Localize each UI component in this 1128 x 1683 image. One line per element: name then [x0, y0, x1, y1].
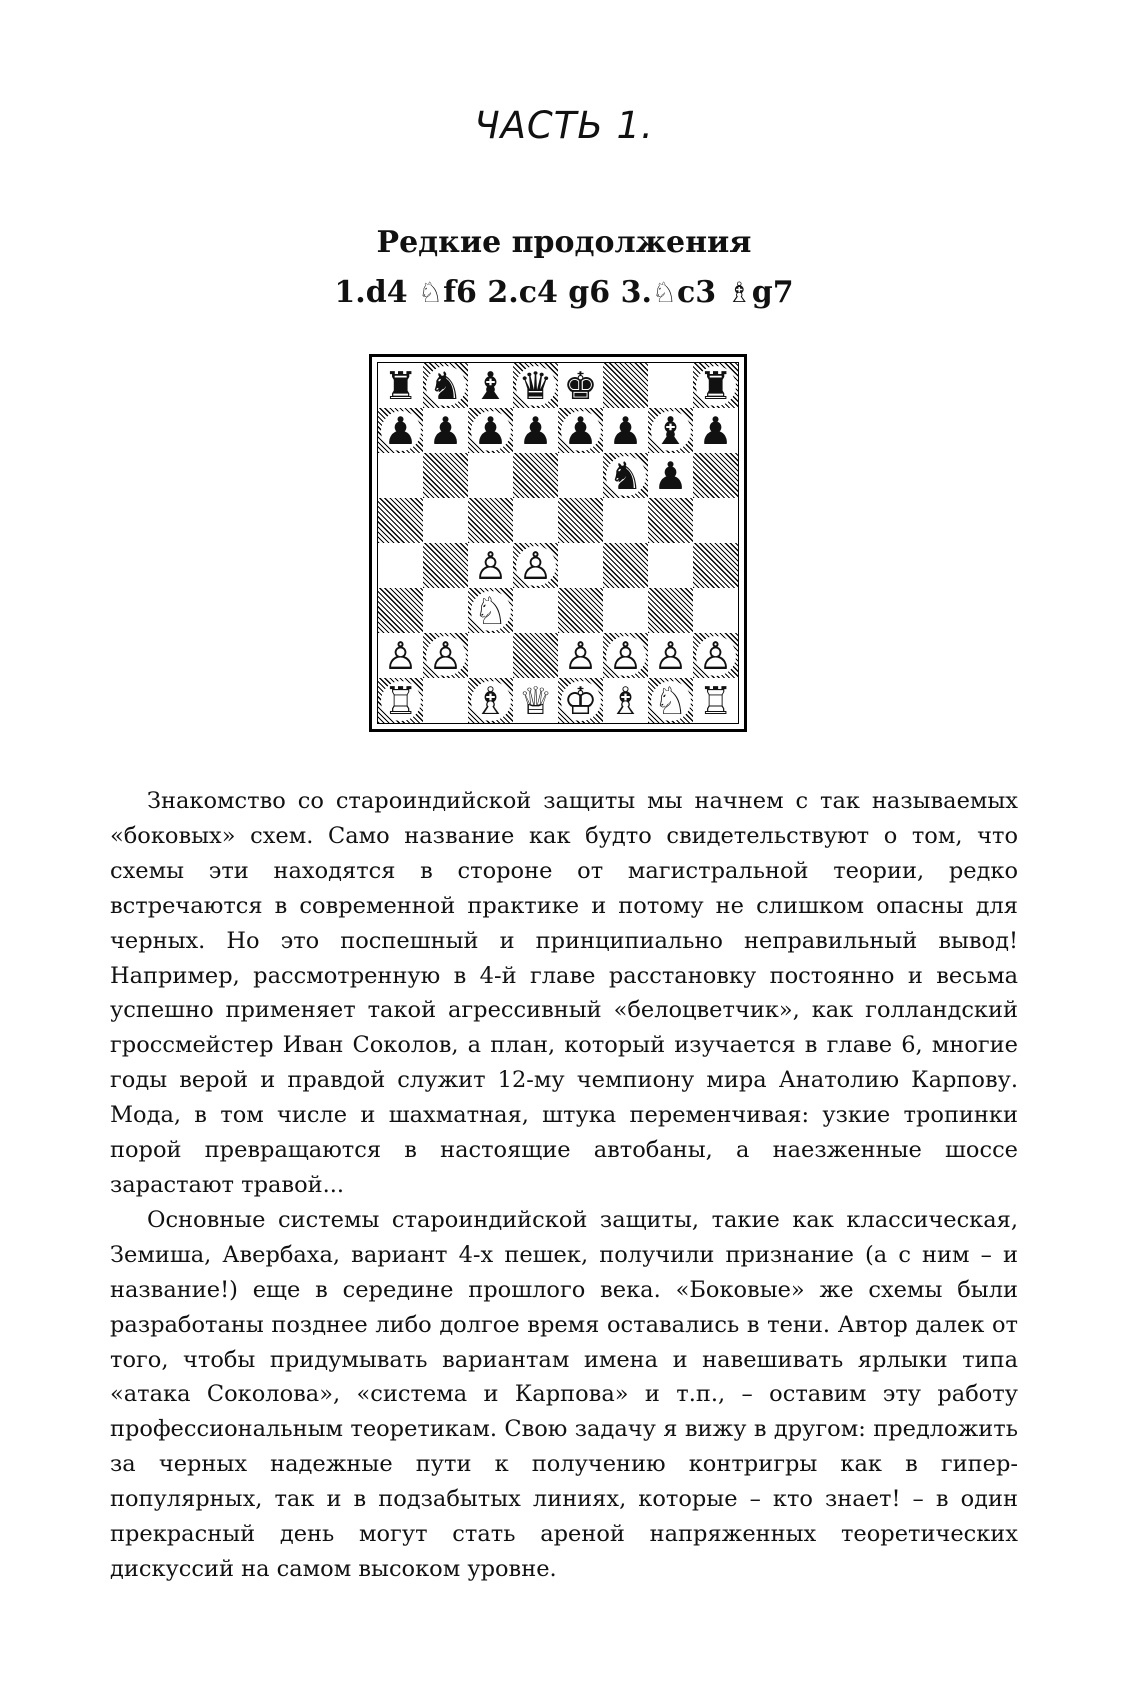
board-square [648, 453, 693, 498]
board-square [558, 408, 603, 453]
board-square [423, 408, 468, 453]
board-square [558, 498, 603, 543]
board-square [693, 453, 738, 498]
board-square [423, 633, 468, 678]
body-text [110, 784, 1018, 1587]
board-square [423, 678, 468, 723]
board-square [693, 543, 738, 588]
board-square [558, 678, 603, 723]
paragraph: Основные системы староиндийской защиты, такие как классическая, Земиша, Авербаха, вариант 4-х пешек, получили признание (а с ним – и название!) еще в середине прошлого века. «Боковые» же схемы были разработаны позднее либо долгое время оставались в тени. Автор далек от того, чтобы придумывать вариантам имена и навешивать ярлыки типа «атака Соколова», «система и Карпова» и т.п., – оставим эту работу профессиональным теоретикам. Свою задачу я вижу в другом: предложить за черных надежные пути к получению контригры как в гипер-популярных, так и в подзабытых линиях, которые – кто знает! – в один прекрасный день могут стать ареной напряженных теоретических дискуссий на самом высоком уровне. [110, 1206, 1018, 1582]
board-square [558, 633, 603, 678]
board-square [378, 588, 423, 633]
chess-piece: ♝ [651, 411, 691, 451]
chess-piece: ♟ [561, 411, 601, 451]
move-text: f6 2.c4 g6 3. [443, 275, 652, 310]
board-square [423, 543, 468, 588]
board-square [468, 543, 513, 588]
chess-diagram [369, 354, 747, 732]
chess-piece: ♙ [381, 636, 421, 676]
board-square [693, 588, 738, 633]
board-square [423, 498, 468, 543]
board-square [693, 633, 738, 678]
board-square [648, 363, 693, 408]
board-square [693, 678, 738, 723]
chess-piece: ♟ [606, 411, 646, 451]
board-square [423, 363, 468, 408]
chess-piece: ♔ [561, 681, 601, 721]
chess-piece: ♞ [426, 366, 466, 406]
chess-piece: ♟ [426, 411, 466, 451]
board-square [603, 453, 648, 498]
board-square [693, 363, 738, 408]
board-square [378, 363, 423, 408]
board-square [648, 543, 693, 588]
board-square [603, 633, 648, 678]
board-square [693, 408, 738, 453]
board-square [558, 543, 603, 588]
chess-piece: ♙ [561, 636, 601, 676]
chess-piece: ♛ [516, 366, 556, 406]
chapter-title [0, 218, 1128, 318]
board-square [378, 453, 423, 498]
board-square [513, 498, 558, 543]
board-square [423, 453, 468, 498]
board-square [693, 498, 738, 543]
chess-piece: ♞ [606, 456, 646, 496]
move-piece-glyph: ♘ [651, 276, 678, 309]
chess-piece: ♙ [426, 636, 466, 676]
chess-piece: ♙ [651, 636, 691, 676]
chess-piece: ♜ [696, 366, 736, 406]
chess-piece: ♖ [696, 681, 736, 721]
chapter-moves [0, 268, 1128, 318]
board-square [468, 633, 513, 678]
move-text: c3 [677, 275, 727, 310]
board-square [648, 633, 693, 678]
move-text: g7 [751, 275, 794, 310]
chess-piece: ♟ [471, 411, 511, 451]
move-piece-glyph: ♗ [726, 276, 752, 309]
board-square [513, 678, 558, 723]
chess-piece: ♘ [471, 591, 511, 631]
board-square [558, 363, 603, 408]
board-square [468, 588, 513, 633]
chess-piece: ♟ [696, 411, 736, 451]
board-square [558, 588, 603, 633]
chess-piece: ♘ [651, 681, 691, 721]
chess-piece: ♚ [561, 366, 601, 406]
board-square [558, 453, 603, 498]
board-square [468, 363, 513, 408]
chess-piece: ♙ [696, 636, 736, 676]
chess-piece: ♗ [471, 681, 511, 721]
board-square [603, 498, 648, 543]
board-square [468, 678, 513, 723]
chess-piece: ♟ [651, 456, 691, 496]
board-square [513, 543, 558, 588]
board-square [423, 588, 468, 633]
chess-piece: ♜ [381, 366, 421, 406]
chess-piece: ♝ [471, 366, 511, 406]
board-square [648, 588, 693, 633]
board-square [378, 678, 423, 723]
move-piece-glyph: ♘ [418, 276, 444, 309]
board-square [378, 543, 423, 588]
board-square [378, 633, 423, 678]
chess-piece: ♟ [381, 411, 421, 451]
chapter-title-text: Редкие продолжения [376, 225, 752, 260]
chess-board [377, 362, 739, 724]
board-square [513, 633, 558, 678]
board-square [603, 363, 648, 408]
chess-piece: ♖ [381, 681, 421, 721]
board-square [513, 363, 558, 408]
board-square [468, 453, 513, 498]
board-square [468, 408, 513, 453]
board-square [603, 678, 648, 723]
paragraph: Знакомство со староиндийской защиты мы начнем с так называемых «боковых» схем. Само название как будто свидетельствуют о том, что схемы эти находятся в стороне от магистральной теории, редко встречаются в современной практике и потому не слишком опасны для черных. Но это поспешный и принципиально неправильный вывод! Например, рассмотренную в 4-й главе расстановку постоянно и весьма успешно применяет такой агрессивный «белоцветчик», как голландский гроссмейстер Иван Соколов, а план, который изучается в главе 6, многие годы верой и правдой служит 12-му чемпиону мира Анатолию Карпову. Мода, в том числе и шахматная, штука переменчивая: узкие тропинки порой превращаются в настоящие автобаны, а наезженные шоссе зарастают травой... [110, 788, 1018, 1198]
board-square [513, 453, 558, 498]
board-square [603, 543, 648, 588]
board-square [603, 408, 648, 453]
board-square [603, 588, 648, 633]
board-square [648, 498, 693, 543]
board-square [468, 498, 513, 543]
part-title: ЧАСТЬ 1. [474, 104, 654, 147]
chess-piece: ♙ [516, 546, 556, 586]
chess-piece: ♟ [516, 411, 556, 451]
chess-piece: ♙ [471, 546, 511, 586]
board-square [648, 678, 693, 723]
board-square [513, 588, 558, 633]
board-square [378, 408, 423, 453]
board-square [648, 408, 693, 453]
chess-piece: ♙ [606, 636, 646, 676]
board-square [513, 408, 558, 453]
move-text: 1.d4 [334, 275, 419, 310]
chess-piece: ♗ [606, 681, 646, 721]
board-square [378, 498, 423, 543]
chess-piece: ♕ [516, 681, 556, 721]
